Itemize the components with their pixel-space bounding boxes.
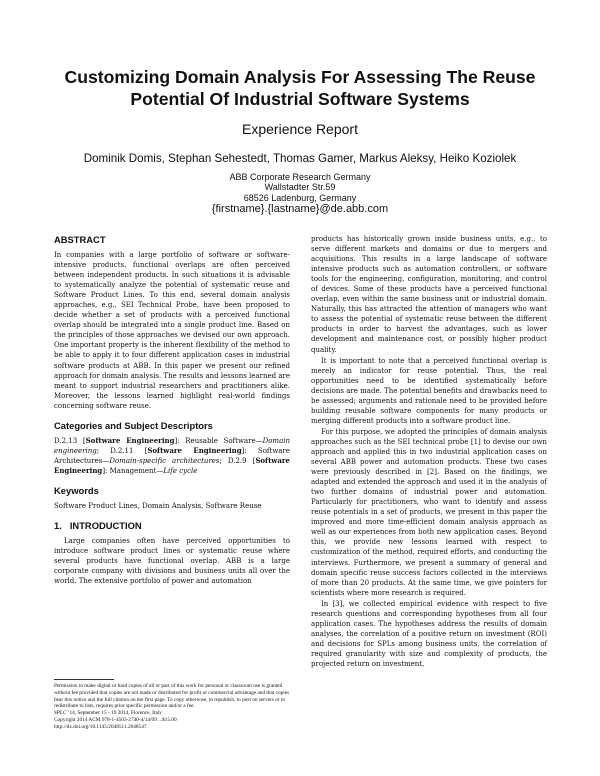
intro-paragraph: Large companies often have perceived opportunities to introduce software product lines or systematic reuse where several products have functional overlap. ABB is a large corporate company with divisions and business units all over the world. The extensive portfolio of power and automation xyxy=(54,536,290,586)
paper-subtitle: Experience Report xyxy=(242,121,358,137)
category-entry: D.2.13 [Software Engineering]: Reusable Software—Domain engineering; xyxy=(54,435,290,455)
affiliation-org: ABB Corporate Research Germany xyxy=(229,172,371,182)
right-column xyxy=(311,234,547,669)
affiliation-email: {firstname}.{lastname}@de.abb.com xyxy=(211,203,389,216)
author-list: Dominik Domis, Stephan Sehestedt, Thomas Gamer, Markus Aleksy, Heiko Koziolek xyxy=(83,152,517,165)
section-number: 1. xyxy=(54,519,62,531)
abstract-text: In companies with a large portfolio of software or software-intensive products, functional overlaps are often perceived between independent products. In such situations it is advisable to systematically analyze the potential of systematic reuse and Software Product Lines. To this end, several domain analysis approaches, e.g., SEI Technical Probe, have been proposed to decide whether a set of products with a perceived functional overlap should be integrated into a single product line. Based on the principles of those approaches we devised our own approach. One important property is the inherent flexibility of the method to be able to apply it to four different application cases in industrial software products at ABB. In this paper we present our refined approach for domain analysis. The results and lessons learned are meant to support industrial researchers and practitioners alike. Moreover, the lessons learned highlight real-world findings concerning software reuse. xyxy=(54,251,290,410)
footnote-rule xyxy=(54,679,114,680)
section-title: INTRODUCTION xyxy=(69,519,142,531)
body-paragraph: products has historically grown inside business units, e.g., to serve different markets and domains or due to mergers and acquisitions. This results in a large landscape of software intensive products such as automation controllers, or software tools for the engineering, configuration, monitoring, and control of devices. Some of these products have a perceived functional overlap, even within the same business unit or industrial domain. Naturally, this has attracted the attention of managers who want to assess the potential of systematic reuse between the different products in order to harvest the advantages, such as lower development and maintenance cost, or possibly higher product quality. xyxy=(311,235,547,354)
conference-line: SPLC ’14, September 15 - 19 2014, Florence, Italy xyxy=(54,710,162,717)
body-paragraph: In [3], we collected empirical evidence with respect to five research questions and corresponding hypotheses from all four application cases. The hypotheses address the results of domain analyses, the correlation of a positive return on investment (ROI) and decisions for SPLs among business units, the correlation of required granularity with size and complexity of products, the projected return on investment, xyxy=(311,599,547,668)
categories-text xyxy=(54,436,290,476)
copyright-line: Copyright 2014 ACM 978-1-4503-2740-4/14/09 ...$15.00 xyxy=(54,716,177,723)
introduction-heading xyxy=(54,520,290,532)
affiliation-block xyxy=(150,172,450,215)
keywords-heading: Keywords xyxy=(54,484,99,496)
keywords-text: Software Product Lines, Domain Analysis, Software Reuse xyxy=(54,501,262,510)
doi-link[interactable]: http://dx.doi.org/10.1145/2648511.2648547. xyxy=(54,723,148,730)
category-entry: D.2.9 [Software Engineering]: Management—Life cycle xyxy=(54,455,290,475)
body-paragraph: It is important to note that a perceived functional overlap is merely an indicator for reuse potential. Thus, the real opportunities need to be identified systematically before decisions are made. The potential benefits and drawbacks need to be assessed; arguments and rationale need to be provided before building reusable software components for many products or merging different products into a software product line. xyxy=(311,356,547,425)
category-entry: D.2.11 [Software Engineering]: Software Architectures—Domain-specific architectures; xyxy=(54,445,290,465)
abstract-heading: ABSTRACT xyxy=(54,234,106,245)
categories-heading: Categories and Subject Descriptors xyxy=(54,419,213,431)
permission-notice xyxy=(54,683,290,731)
body-paragraph: For this purpose, we adopted the principles of domain analysis approaches such as the SEI technical probe [1] to devise our own approach and applied this in two industrial application cases on several ABB power and automation products. These two cases were previously described in [2]. Based on the findings, we adapted and extended the approach and used it in the analysis of two further domains of industrial power and automation. Particularly for practitioners, who want to identify and assess reuse potentials in a set of products, we present in this paper the improved and more time-efficient domain analysis approach as well as our experiences from both new application cases. Beyond this, we provide new lessons learned with respect to customization of the method, required efforts, and conducting the interviews. Furthermore, we present a summary of general and domain specific reuse success factors collected in the interviews of more than 20 products. At the same time, we give pointers for scientists where more research is required. xyxy=(311,427,547,597)
paper-title: Customizing Domain Analysis For Assessing The Reuse Potential Of Industrial Software Systems xyxy=(64,67,536,109)
left-column xyxy=(54,234,290,586)
affiliation-street: Wallstadter Str.59 xyxy=(264,182,336,193)
affiliation-city: 68526 Ladenburg, Germany xyxy=(243,192,357,203)
permission-text: Permission to make digital or hard copies of all or part of this work for personal or classroom use is granted without fee provided that copies are not made or distributed for profit or commercial advantage and that copies bear this notice and the full citation on the first page. To copy otherwise, to republish, to post on servers or to redistribute to lists, requires prior specific permission and/or a fee. xyxy=(54,683,290,710)
